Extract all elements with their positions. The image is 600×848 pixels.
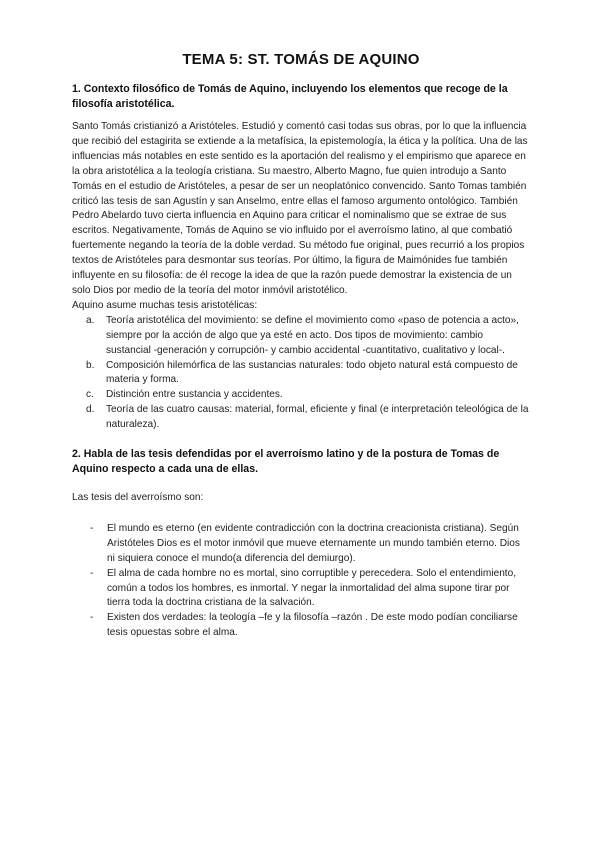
list-item xyxy=(86,314,530,359)
question-1-intro: Aquino asume muchas tesis aristotélicas: xyxy=(72,299,258,311)
list-item xyxy=(90,567,530,612)
list-marker: b. xyxy=(86,359,95,371)
list-item-text: Composición hilemórfica de las sustancias naturales: todo objeto natural está compuesto de materia y forma. xyxy=(106,359,518,386)
list-item xyxy=(86,359,530,389)
list-item-text: Teoría aristotélica del movimiento: se define el movimiento como «paso de potencia a acto», siempre por la acción de algo que ya esté en acto. Dos tipos de movimiento: cambio sustancial -generación y corrupción- y cambio accidental -cuantitativo, cualitativo y local-. xyxy=(106,314,519,356)
page-title: TEMA 5: ST. TOMÁS DE AQUINO xyxy=(182,51,420,68)
question-1-paragraph: Santo Tomás cristianizó a Aristóteles. Estudió y comentó casi todas sus obras, por lo que la influencia que recibió del estagirita se extiende a la metafísica, la epistemología, la ética y la política. Una de las influencias más notables en este sentido es la aportación del realismo y el empirismo que aparece en la obra aristotélica a la teología cristiana. Su maestro, Alberto Magno, fue quien introdujo a Santo Tomás en el estudio de Aristóteles, a pesar de ser un neoplatónico convencido. Santo Tomas también criticó las tesis de san Agustín y san Anselmo, entre ellas el famoso argumento ontológico. También Pedro Abelardo tuvo cierta influencia en Aquino para criticar el nominalismo que se extrae de sus escritos. Negativamente, Tomás de Aquino se vio influido por el averroísmo latino, al que combatió fuertemente negando la teoría de la doble verdad. Su método fue original, pues recurrió a los propios textos de Aristóteles para desmontar sus teorías. Por último, la figura de Maimónides fue también influyente en su filosofía: de él recoge la idea de que la razón puede demostrar la existencia de un solo Dios por medio de la teoría del motor inmóvil aristotélico. xyxy=(72,121,528,296)
list-item xyxy=(86,403,530,433)
question-2-subheading: Las tesis del averroísmo son: xyxy=(72,492,204,504)
list-marker: a. xyxy=(86,314,95,326)
list-item-text: Teoría de las cuatro causas: material, formal, eficiente y final (e interpretación teleológica de la naturaleza). xyxy=(106,404,529,431)
list-item-text: Existen dos verdades: la teología –fe y la filosofía –razón . De este modo podían conciliarse tesis opuestas sobre el alma. xyxy=(107,612,518,639)
averroism-theses-list xyxy=(72,522,530,641)
list-marker: - xyxy=(90,612,94,624)
list-item-text: El alma de cada hombre no es mortal, sino corruptible y perecedera. Solo el entendimiento, común a todos los hombres, es inmortal. Y negar la inmortalidad del alma supone tirar por tierra toda la doctrina cristiana de la salvación. xyxy=(107,567,517,609)
aristotelian-theses-list xyxy=(72,314,530,433)
list-item-text: Distinción entre sustancia y accidentes. xyxy=(106,389,283,401)
list-item-text: El mundo es eterno (en evidente contradicción con la doctrina creacionista cristiana). Según Aristóteles Dios es el motor inmóvil que mueve eternamente un mundo también eterno. Dios ni siquiera conoce el mundo(a diferencia del demiurgo). xyxy=(107,522,520,564)
list-marker: d. xyxy=(86,404,95,416)
question-2-heading: 2. Habla de las tesis defendidas por el averroísmo latino y de la postura de Tomas de Aquino respecto a cada una de ellas. xyxy=(72,448,500,476)
list-item xyxy=(90,522,530,567)
list-item xyxy=(86,388,530,403)
list-marker: - xyxy=(90,522,94,534)
list-marker: - xyxy=(90,567,94,579)
list-marker: c. xyxy=(86,389,94,401)
list-item xyxy=(90,611,530,641)
question-1-heading: 1. Contexto filosófico de Tomás de Aquino, incluyendo los elementos que recoge de la filosofía aristotélica. xyxy=(72,83,508,110)
